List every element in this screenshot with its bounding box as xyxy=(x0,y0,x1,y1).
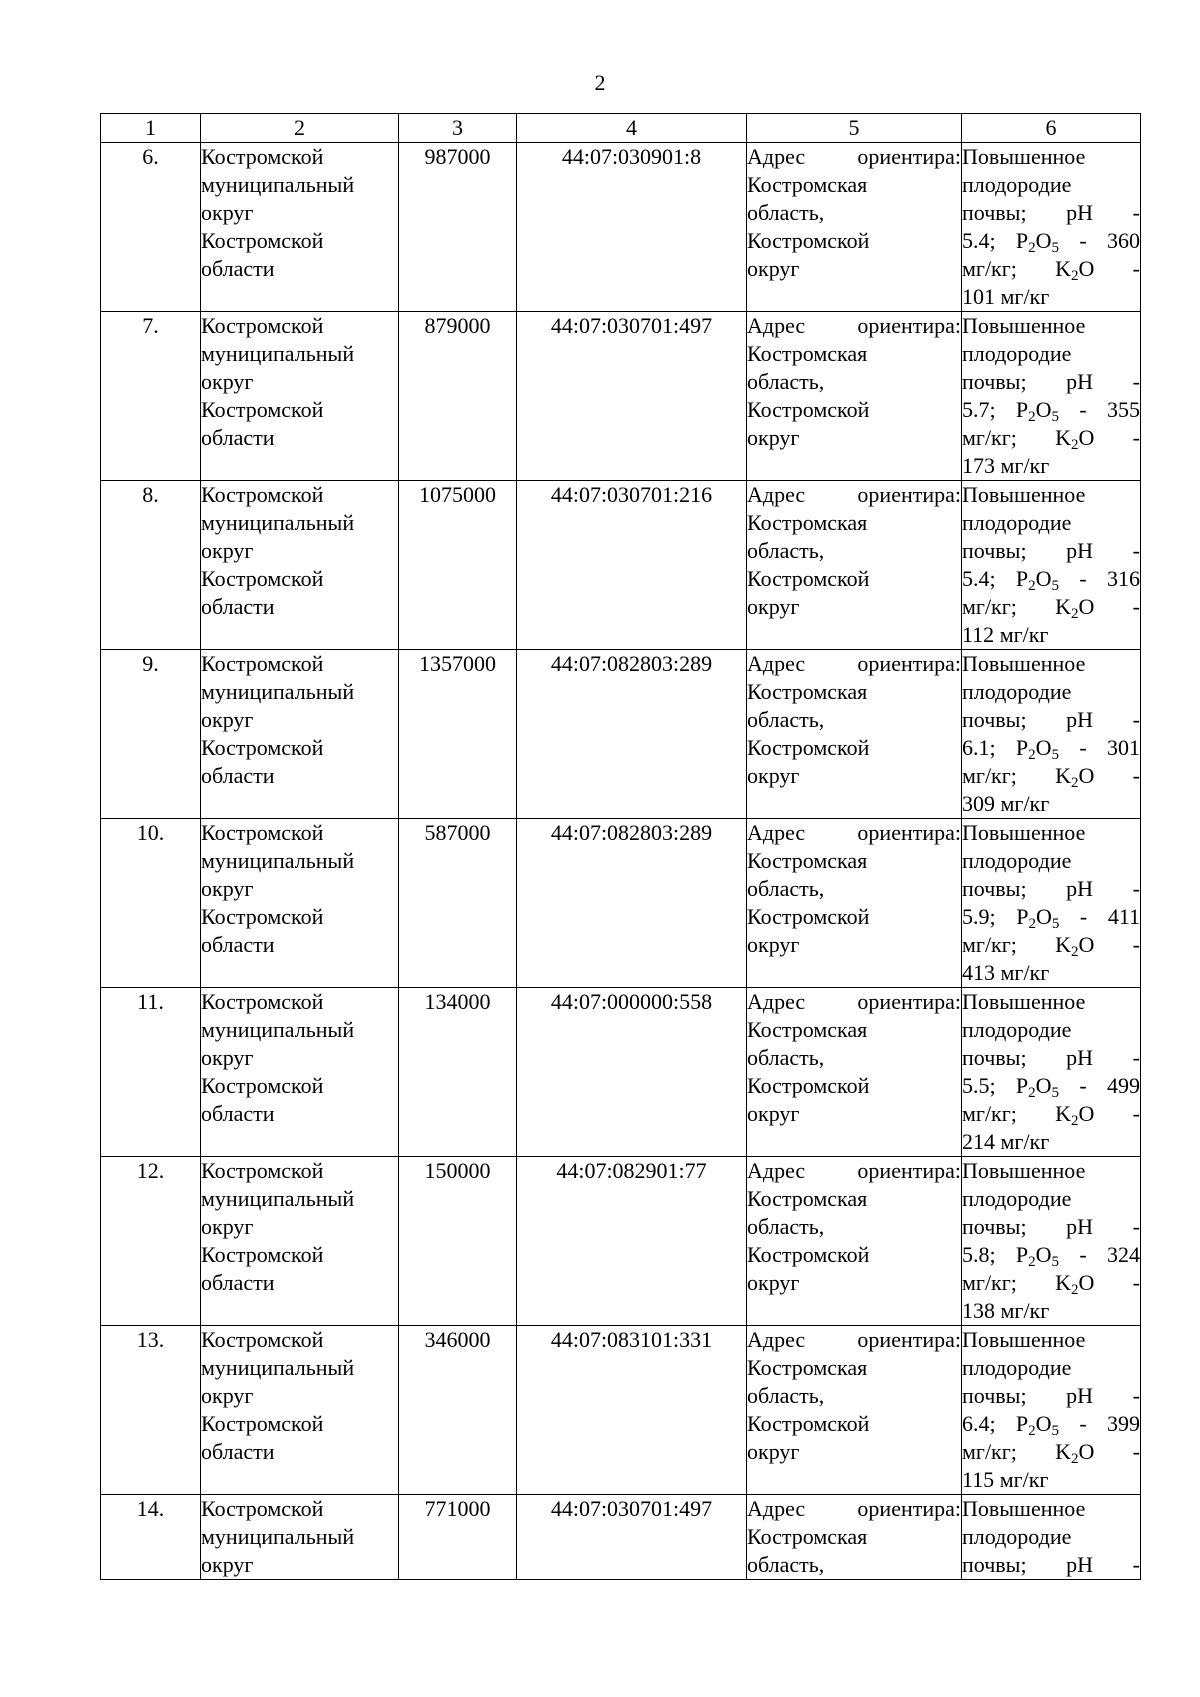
table-row xyxy=(101,1157,1141,1326)
address-cell xyxy=(747,819,962,988)
row-number-text: 10. xyxy=(136,820,165,845)
row-number xyxy=(101,650,201,819)
ph-value: 5.5 xyxy=(962,1073,990,1098)
ph-label: почвы; pH - xyxy=(962,369,1140,394)
address-cell xyxy=(747,143,962,312)
row-number xyxy=(101,312,201,481)
cadastral-number: 44:07:082901:77 xyxy=(556,1158,707,1183)
address-line: Костромской xyxy=(747,904,870,929)
fertility-line: плодородие xyxy=(962,1186,1072,1211)
ph-label: почвы; pH - xyxy=(962,1214,1140,1239)
municipality-line: области xyxy=(201,425,275,450)
ph-and-phosphorus-line: 5.9; $P_2O_5 - 411$ xyxy=(962,904,1140,932)
address-line: область, xyxy=(747,707,825,732)
table-row xyxy=(101,481,1141,650)
cadastral-number-cell xyxy=(517,1157,747,1326)
municipality-line: Костромской xyxy=(201,228,324,253)
cadastral-number-cell xyxy=(517,481,747,650)
soil-fertility-cell xyxy=(962,819,1141,988)
municipality-line: Костромской xyxy=(201,566,324,591)
area-cell xyxy=(399,1157,517,1326)
area-value: 587000 xyxy=(424,820,491,845)
area-value: 134000 xyxy=(424,989,491,1014)
municipality-line: муниципальный xyxy=(201,510,355,535)
ph-label: почвы; pH - xyxy=(962,707,1140,732)
municipality-line: Костромской xyxy=(201,1327,324,1352)
area-cell xyxy=(399,312,517,481)
k2o-value: 173 xyxy=(962,453,995,478)
ph-value: 5.8 xyxy=(962,1242,990,1267)
address-line: область, xyxy=(747,1214,825,1239)
row-number-text: 13. xyxy=(136,1327,165,1352)
row-number-text: 6. xyxy=(142,144,159,169)
municipality-cell xyxy=(201,143,399,312)
area-cell xyxy=(399,143,517,312)
row-number-text: 7. xyxy=(142,313,159,338)
municipality-line: Костромской xyxy=(201,820,324,845)
k2o-line xyxy=(962,1297,1140,1325)
area-value: 1075000 xyxy=(419,482,496,507)
p2o5-value: 301 xyxy=(1107,735,1140,760)
page-number: 2 xyxy=(594,70,606,95)
address-line: область, xyxy=(747,1045,825,1070)
ph-label: почвы; pH - xyxy=(962,200,1140,225)
address-line: Костромской xyxy=(747,1411,870,1436)
address-line: область, xyxy=(747,876,825,901)
table-row xyxy=(101,1326,1141,1495)
unit: мг/кг xyxy=(1000,1129,1050,1154)
cadastral-number-cell xyxy=(517,1495,747,1580)
row-number-text: 9. xyxy=(142,651,159,676)
address-line: Костромская xyxy=(747,1355,868,1380)
soil-fertility-cell xyxy=(962,650,1141,819)
municipality-line: Костромской xyxy=(201,313,324,338)
row-number xyxy=(101,1495,201,1580)
municipality-line: округ xyxy=(201,200,254,225)
municipality-cell xyxy=(201,1157,399,1326)
cadastral-number: 44:07:082803:289 xyxy=(550,820,713,845)
address-line: Адрес ориентира: xyxy=(747,989,961,1014)
fertility-title: Повышенное xyxy=(962,313,1086,338)
ph-label: почвы; pH - xyxy=(962,1045,1140,1070)
ph-and-phosphorus-line: 5.4; $P_2O_5 - 360$ xyxy=(962,228,1140,256)
municipality-line: Костромской xyxy=(201,651,324,676)
ph-and-phosphorus-line: 5.5; $P_2O_5 - 499$ xyxy=(962,1073,1140,1101)
k2o-value: 214 xyxy=(962,1129,995,1154)
area-cell xyxy=(399,988,517,1157)
row-number-text: 8. xyxy=(142,482,159,507)
municipality-cell xyxy=(201,819,399,988)
ph-label: почвы; pH - xyxy=(962,538,1140,563)
address-line: Костромской xyxy=(747,397,870,422)
area-value: 150000 xyxy=(424,1158,491,1183)
unit: мг/кг xyxy=(1000,284,1050,309)
area-cell xyxy=(399,819,517,988)
k2o-line xyxy=(962,283,1140,311)
k2o-value: 101 xyxy=(962,284,995,309)
municipality-line: округ xyxy=(201,1214,254,1239)
municipality-line: Костромской xyxy=(201,1158,324,1183)
municipality-line: области xyxy=(201,763,275,788)
ph-value: 5.9 xyxy=(962,904,990,929)
cadastral-number-cell xyxy=(517,988,747,1157)
municipality-line: Костромской xyxy=(201,1411,324,1436)
fertility-title: Повышенное xyxy=(962,1496,1086,1521)
municipality-line: муниципальный xyxy=(201,679,355,704)
soil-fertility-cell xyxy=(962,1495,1141,1580)
k2o-value: 413 xyxy=(962,960,995,985)
cadastral-number: 44:07:000000:558 xyxy=(550,989,713,1014)
k2o-line xyxy=(962,1466,1140,1494)
address-cell xyxy=(747,481,962,650)
municipality-line: области xyxy=(201,932,275,957)
address-cell xyxy=(747,988,962,1157)
fertility-line: плодородие xyxy=(962,1017,1072,1042)
address-line: область, xyxy=(747,369,825,394)
k2o-value: 309 xyxy=(962,791,995,816)
municipality-line: Костромской xyxy=(201,397,324,422)
ph-value: 5.7 xyxy=(962,397,990,422)
municipality-line: области xyxy=(201,1101,275,1126)
row-number xyxy=(101,143,201,312)
ph-value: 5.4 xyxy=(962,566,990,591)
table-row xyxy=(101,143,1141,312)
area-value: 771000 xyxy=(424,1496,491,1521)
p2o5-value: 316 xyxy=(1107,566,1140,591)
p2o5-value: 360 xyxy=(1107,228,1140,253)
ph-label: почвы; pH - xyxy=(962,1383,1140,1408)
p2o5-value: 399 xyxy=(1107,1411,1140,1436)
cadastral-number: 44:07:030701:216 xyxy=(550,482,713,507)
municipality-line: округ xyxy=(201,1552,254,1577)
cadastral-number-cell xyxy=(517,143,747,312)
fertility-line: плодородие xyxy=(962,172,1072,197)
municipality-line: муниципальный xyxy=(201,1355,355,1380)
address-cell xyxy=(747,1157,962,1326)
address-line: Адрес ориентира: xyxy=(747,1158,961,1183)
row-number-text: 12. xyxy=(136,1158,165,1183)
address-line: округ xyxy=(747,594,800,619)
municipality-line: муниципальный xyxy=(201,341,355,366)
k2o-line xyxy=(962,790,1140,818)
column-number: 1 xyxy=(101,114,201,143)
column-number: 4 xyxy=(517,114,747,143)
ph-and-phosphorus-line: 5.4; $P_2O_5 - 316$ xyxy=(962,566,1140,594)
address-cell xyxy=(747,650,962,819)
ph-and-phosphorus-line: 5.7; $P_2O_5 - 355$ xyxy=(962,397,1140,425)
address-line: Костромская xyxy=(747,1186,868,1211)
unit: мг/кг xyxy=(962,1270,1011,1295)
table-row xyxy=(101,819,1141,988)
address-line: область, xyxy=(747,200,825,225)
municipality-line: муниципальный xyxy=(201,848,355,873)
potassium-line: мг/кг; $K_2O$ - xyxy=(962,594,1140,622)
address-cell xyxy=(747,312,962,481)
unit: мг/кг xyxy=(962,425,1011,450)
unit: мг/кг xyxy=(962,1439,1011,1464)
municipality-line: округ xyxy=(201,1045,254,1070)
municipality-line: Костромской xyxy=(201,1496,324,1521)
fertility-title: Повышенное xyxy=(962,989,1086,1014)
address-line: Костромская xyxy=(747,510,868,535)
address-line: округ xyxy=(747,1101,800,1126)
address-line: Костромская xyxy=(747,848,868,873)
ph-value: 6.4 xyxy=(962,1411,990,1436)
unit: мг/кг xyxy=(962,1101,1011,1126)
row-number xyxy=(101,1157,201,1326)
k2o-value: 112 xyxy=(962,622,995,647)
municipality-line: области xyxy=(201,256,275,281)
potassium-line: мг/кг; $K_2O$ - xyxy=(962,1270,1140,1298)
p2o5-value: 499 xyxy=(1107,1073,1140,1098)
ph-label: почвы; pH - xyxy=(962,1552,1140,1577)
potassium-line: мг/кг; $K_2O$ - xyxy=(962,256,1140,284)
address-line: Адрес ориентира: xyxy=(747,482,961,507)
column-number-row xyxy=(101,114,1141,143)
municipality-cell xyxy=(201,481,399,650)
municipality-line: муниципальный xyxy=(201,1524,355,1549)
address-line: Адрес ориентира: xyxy=(747,1496,961,1521)
municipality-line: округ xyxy=(201,707,254,732)
k2o-line xyxy=(962,1128,1140,1156)
address-line: Костромской xyxy=(747,735,870,760)
row-number xyxy=(101,988,201,1157)
municipality-line: муниципальный xyxy=(201,1186,355,1211)
ph-value: 5.4 xyxy=(962,228,990,253)
row-number-text: 11. xyxy=(137,989,164,1014)
address-line: округ xyxy=(747,1270,800,1295)
row-number xyxy=(101,481,201,650)
municipality-cell xyxy=(201,650,399,819)
row-number xyxy=(101,819,201,988)
fertility-line: плодородие xyxy=(962,510,1072,535)
p2o5-value: 324 xyxy=(1107,1242,1140,1267)
potassium-line: мг/кг; $K_2O$ - xyxy=(962,1101,1140,1129)
municipality-line: округ xyxy=(201,538,254,563)
municipality-line: округ xyxy=(201,876,254,901)
cadastral-number-cell xyxy=(517,650,747,819)
unit: мг/кг xyxy=(962,932,1011,957)
column-number: 3 xyxy=(399,114,517,143)
address-line: Костромской xyxy=(747,1242,870,1267)
unit: мг/кг xyxy=(999,622,1049,647)
land-plots-table xyxy=(100,113,1141,1580)
fertility-title: Повышенное xyxy=(962,651,1086,676)
address-line: Костромская xyxy=(747,679,868,704)
municipality-cell xyxy=(201,1495,399,1580)
table-row xyxy=(101,1495,1141,1580)
address-line: округ xyxy=(747,256,800,281)
municipality-line: Костромской xyxy=(201,1073,324,1098)
potassium-line: мг/кг; $K_2O$ - xyxy=(962,763,1140,791)
address-line: область, xyxy=(747,1383,825,1408)
cadastral-number-cell xyxy=(517,819,747,988)
address-line: Адрес ориентира: xyxy=(747,313,961,338)
address-line: область, xyxy=(747,538,825,563)
soil-fertility-cell xyxy=(962,988,1141,1157)
soil-fertility-cell xyxy=(962,1326,1141,1495)
fertility-line: плодородие xyxy=(962,341,1072,366)
address-line: округ xyxy=(747,1439,800,1464)
address-line: Адрес ориентира: xyxy=(747,820,961,845)
municipality-line: Костромской xyxy=(201,904,324,929)
unit: мг/кг xyxy=(962,594,1011,619)
cadastral-number: 44:07:083101:331 xyxy=(550,1327,713,1352)
p2o5-value: 355 xyxy=(1107,397,1140,422)
potassium-line: мг/кг; $K_2O$ - xyxy=(962,1439,1140,1467)
unit: мг/кг xyxy=(1000,960,1050,985)
unit: мг/кг xyxy=(962,256,1011,281)
row-number xyxy=(101,1326,201,1495)
address-line: область, xyxy=(747,1552,825,1577)
address-line: Адрес ориентира: xyxy=(747,1327,961,1352)
soil-fertility-cell xyxy=(962,1157,1141,1326)
address-line: Костромская xyxy=(747,1524,868,1549)
address-line: Костромской xyxy=(747,566,870,591)
address-line: Костромской xyxy=(747,228,870,253)
ph-label: почвы; pH - xyxy=(962,876,1140,901)
municipality-line: Костромской xyxy=(201,989,324,1014)
municipality-line: Костромской xyxy=(201,735,324,760)
unit: мг/кг xyxy=(999,1467,1049,1492)
k2o-value: 138 xyxy=(962,1298,995,1323)
k2o-line xyxy=(962,621,1140,649)
p2o5-value: 411 xyxy=(1107,904,1140,929)
address-line: округ xyxy=(747,763,800,788)
unit: мг/кг xyxy=(1000,1298,1050,1323)
municipality-line: Костромской xyxy=(201,1242,324,1267)
fertility-title: Повышенное xyxy=(962,1158,1086,1183)
table-row xyxy=(101,988,1141,1157)
municipality-cell xyxy=(201,312,399,481)
ph-and-phosphorus-line: 6.4; $P_2O_5 - 399$ xyxy=(962,1411,1140,1439)
column-number: 5 xyxy=(747,114,962,143)
municipality-line: округ xyxy=(201,1383,254,1408)
column-number: 2 xyxy=(201,114,399,143)
municipality-line: области xyxy=(201,1270,275,1295)
fertility-line: плодородие xyxy=(962,848,1072,873)
potassium-line: мг/кг; $K_2O$ - xyxy=(962,425,1140,453)
k2o-line xyxy=(962,452,1140,480)
k2o-line xyxy=(962,959,1140,987)
address-line: округ xyxy=(747,425,800,450)
area-value: 346000 xyxy=(424,1327,491,1352)
ph-and-phosphorus-line: 6.1; $P_2O_5 - 301$ xyxy=(962,735,1140,763)
area-value: 1357000 xyxy=(419,651,496,676)
ph-and-phosphorus-line: 5.8; $P_2O_5 - 324$ xyxy=(962,1242,1140,1270)
area-cell xyxy=(399,481,517,650)
area-cell xyxy=(399,1326,517,1495)
ph-value: 6.1 xyxy=(962,735,990,760)
soil-fertility-cell xyxy=(962,143,1141,312)
fertility-title: Повышенное xyxy=(962,482,1086,507)
address-cell xyxy=(747,1326,962,1495)
fertility-line: плодородие xyxy=(962,679,1072,704)
unit: мг/кг xyxy=(962,763,1011,788)
fertility-line: плодородие xyxy=(962,1524,1072,1549)
soil-fertility-cell xyxy=(962,481,1141,650)
municipality-line: области xyxy=(201,1439,275,1464)
address-cell xyxy=(747,1495,962,1580)
area-value: 987000 xyxy=(424,144,491,169)
address-line: округ xyxy=(747,932,800,957)
row-number-text: 14. xyxy=(136,1496,165,1521)
municipality-line: округ xyxy=(201,369,254,394)
table-row xyxy=(101,312,1141,481)
address-line: Костромской xyxy=(747,1073,870,1098)
area-value: 879000 xyxy=(424,313,491,338)
address-line: Адрес ориентира: xyxy=(747,144,961,169)
cadastral-number-cell xyxy=(517,312,747,481)
municipality-line: области xyxy=(201,594,275,619)
cadastral-number: 44:07:030901:8 xyxy=(561,144,702,169)
table-row xyxy=(101,650,1141,819)
address-line: Костромская xyxy=(747,1017,868,1042)
potassium-line: мг/кг; $K_2O$ - xyxy=(962,932,1140,960)
municipality-cell xyxy=(201,1326,399,1495)
k2o-value: 115 xyxy=(962,1467,995,1492)
cadastral-number: 44:07:082803:289 xyxy=(550,651,713,676)
column-number: 6 xyxy=(962,114,1141,143)
cadastral-number-cell xyxy=(517,1326,747,1495)
fertility-title: Повышенное xyxy=(962,144,1086,169)
fertility-line: плодородие xyxy=(962,1355,1072,1380)
address-line: Адрес ориентира: xyxy=(747,651,961,676)
municipality-cell xyxy=(201,988,399,1157)
municipality-line: Костромской xyxy=(201,144,324,169)
unit: мг/кг xyxy=(1000,791,1050,816)
cadastral-number: 44:07:030701:497 xyxy=(550,313,713,338)
area-cell xyxy=(399,1495,517,1580)
address-line: Костромская xyxy=(747,341,868,366)
unit: мг/кг xyxy=(1000,453,1050,478)
municipality-line: муниципальный xyxy=(201,1017,355,1042)
municipality-line: муниципальный xyxy=(201,172,355,197)
municipality-line: Костромской xyxy=(201,482,324,507)
address-line: Костромская xyxy=(747,172,868,197)
fertility-title: Повышенное xyxy=(962,1327,1086,1352)
area-cell xyxy=(399,650,517,819)
cadastral-number: 44:07:030701:497 xyxy=(550,1496,713,1521)
fertility-title: Повышенное xyxy=(962,820,1086,845)
soil-fertility-cell xyxy=(962,312,1141,481)
